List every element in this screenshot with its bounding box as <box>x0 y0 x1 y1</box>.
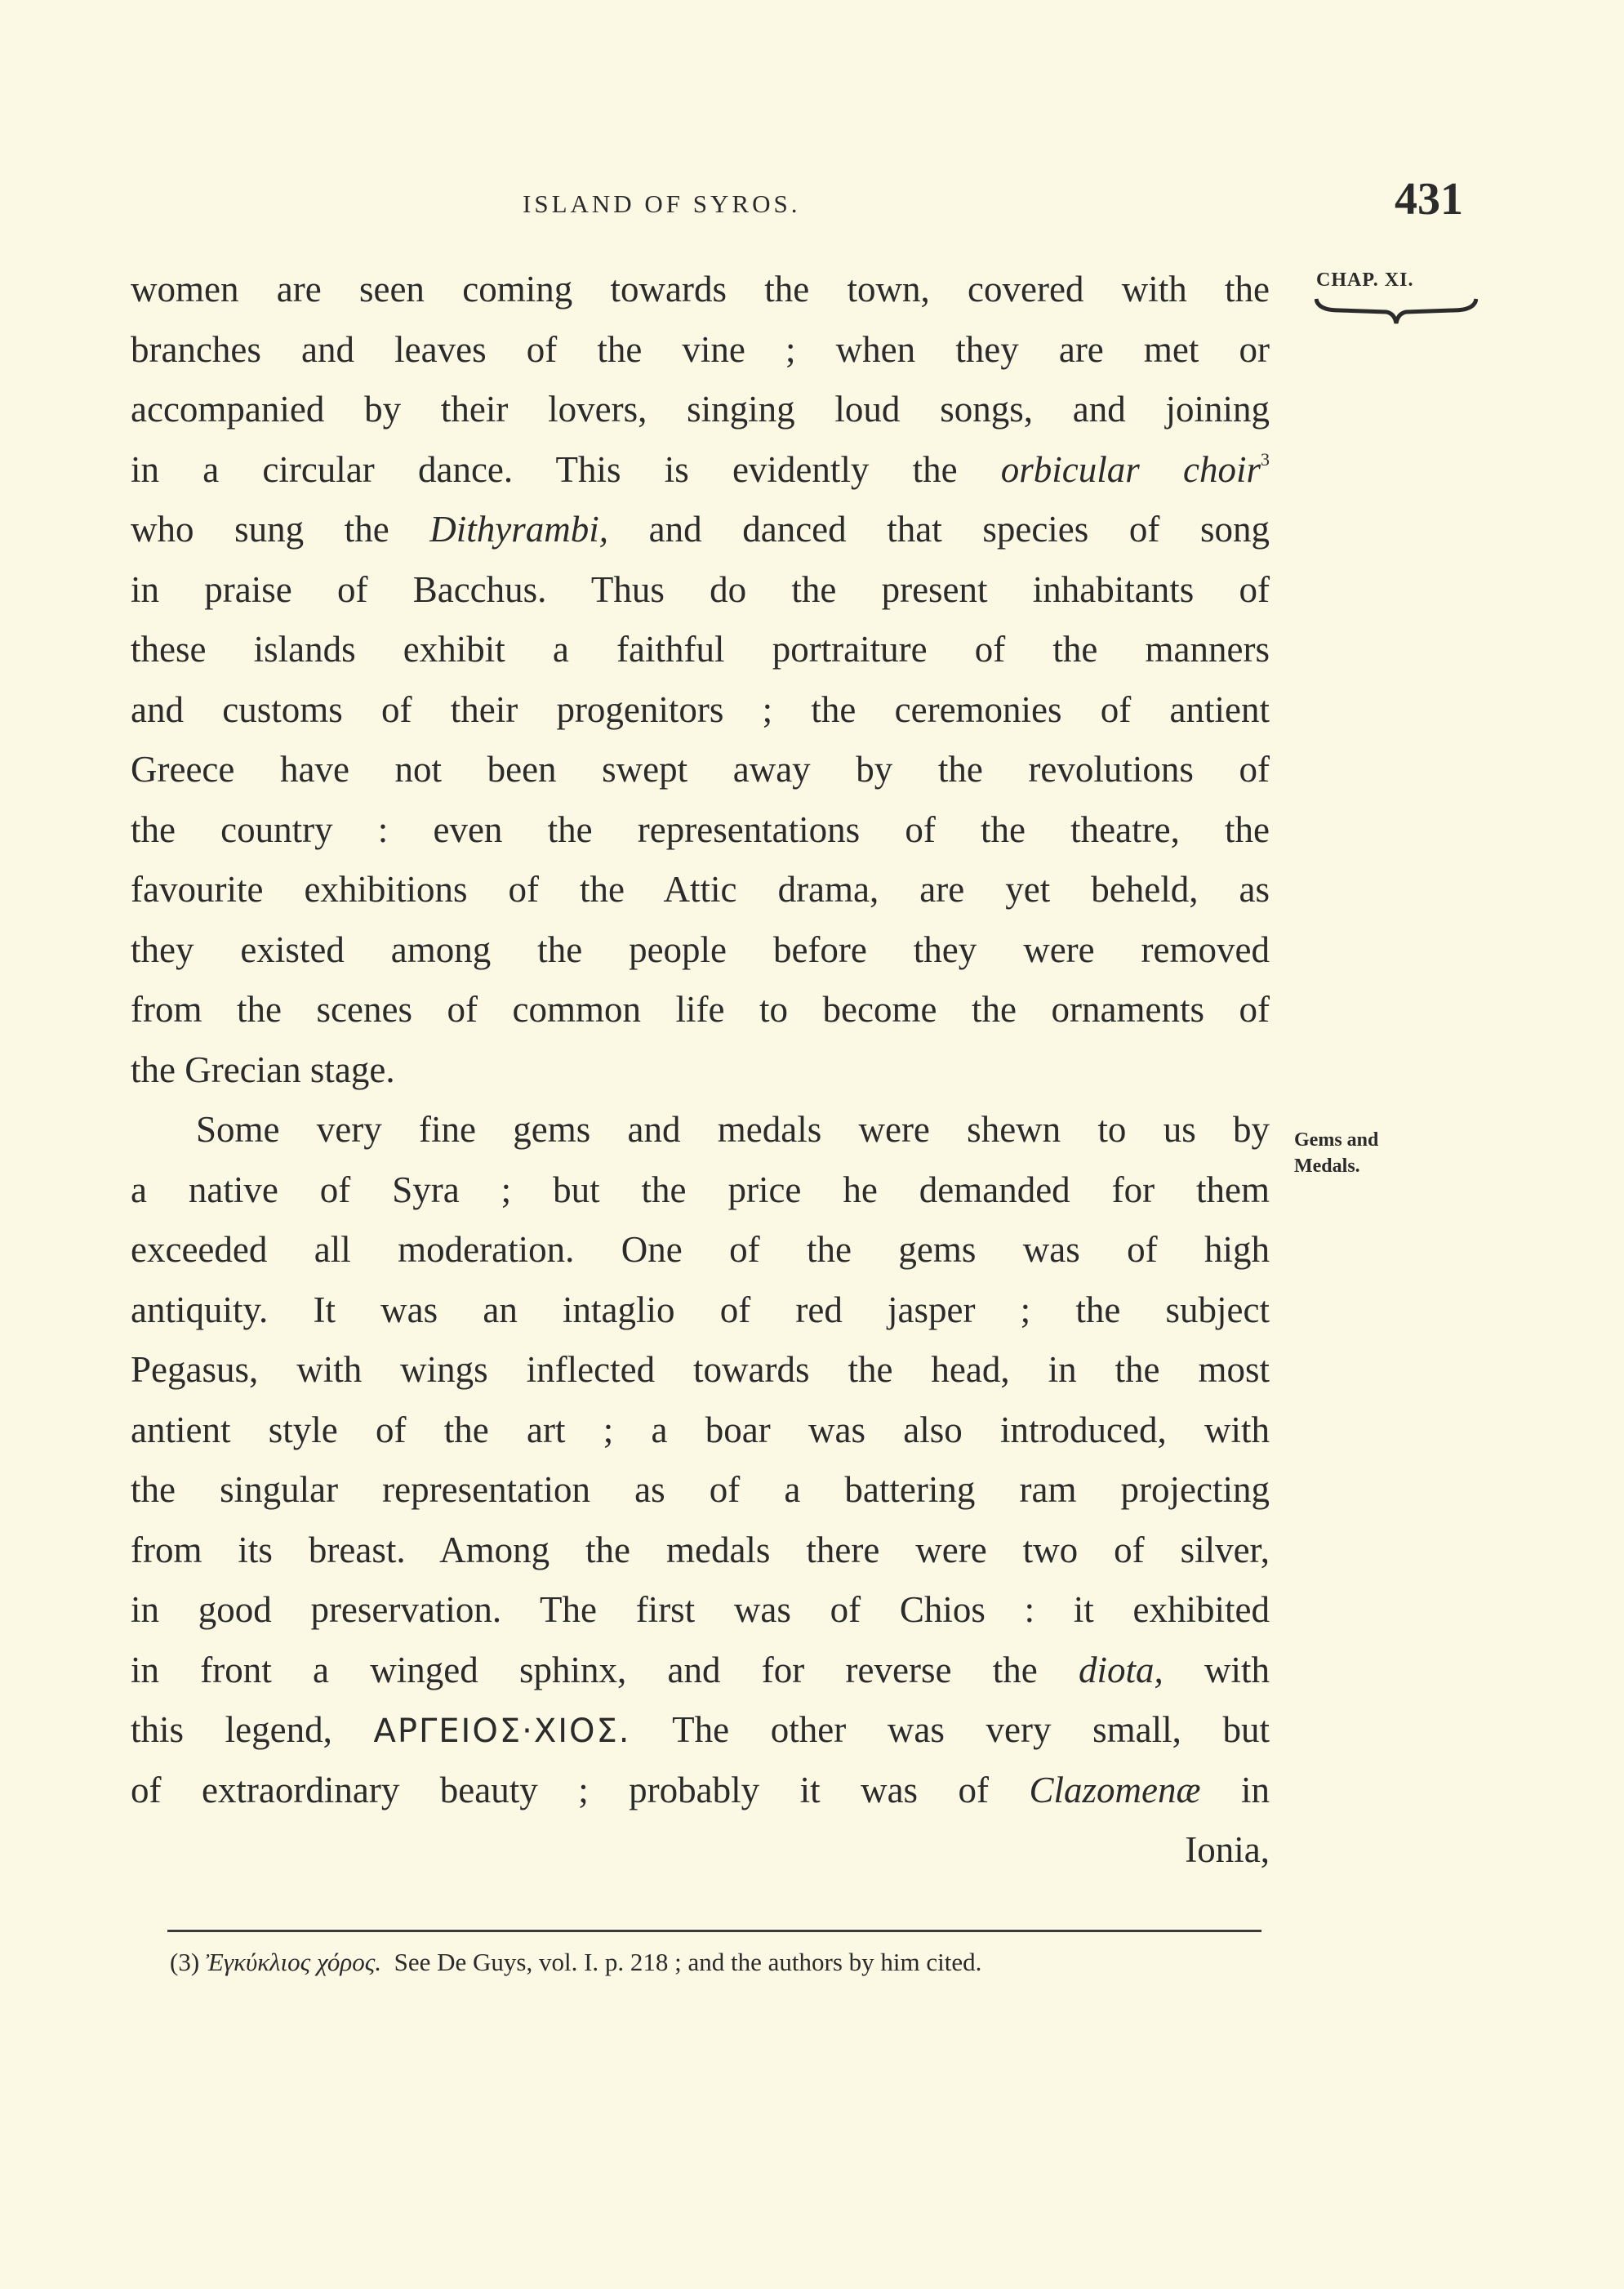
text-line: Pegasus, with wings inflected towards the head, in the most <box>131 1349 1270 1390</box>
text-span: in a circular dance. This is evidently the <box>131 448 1001 490</box>
brace-icon <box>1315 296 1478 328</box>
text-span: in <box>1200 1769 1270 1810</box>
text-span: and danced that species of song <box>608 509 1270 550</box>
italic-term: diota, <box>1078 1649 1163 1690</box>
text-line: and customs of their progenitors ; the ceremonies of antient <box>131 688 1270 730</box>
text-line <box>131 1761 1270 1821</box>
running-title: ISLAND OF SYROS. <box>523 189 801 218</box>
footnote-divider <box>167 1930 1261 1932</box>
marginal-note-line: Gems and <box>1294 1129 1379 1151</box>
text-line: these islands exhibit a faithful portraiture of the manners <box>131 629 1270 670</box>
marginal-note-line: Medals. <box>1294 1156 1360 1177</box>
catchword: Ionia, <box>1185 1829 1270 1870</box>
text-span: with <box>1163 1649 1270 1690</box>
text-span: this legend, <box>131 1709 374 1750</box>
text-line: Greece have not been swept away by the revolutions of <box>131 749 1270 790</box>
text-line: antiquity. It was an intaglio of red jasper ; the subject <box>131 1289 1270 1330</box>
text-span: in front a winged sphinx, and for reverse the <box>131 1649 1079 1690</box>
text-line <box>131 440 1270 501</box>
text-span: The other was very small, but <box>630 1709 1270 1750</box>
page-number: 431 <box>1395 174 1463 225</box>
text-line <box>131 1641 1270 1701</box>
text-line: branches and leaves of the vine ; when they are met or <box>131 328 1270 370</box>
text-line: exceeded all moderation. One of the gems was of high <box>131 1229 1270 1270</box>
footnote <box>170 1948 981 1977</box>
text-line: accompanied by their lovers, singing loud songs, and joining <box>131 389 1270 430</box>
body-text <box>131 260 1270 1881</box>
gems-marginal-note <box>1294 1127 1378 1179</box>
text-line: Some very fine gems and medals were shewn to us by <box>196 1109 1270 1150</box>
italic-term: Clazomenæ <box>1029 1769 1201 1810</box>
chapter-marginal-note: CHAP. XI. <box>1316 269 1414 291</box>
text-line: in good preservation. The first was of Chios : it exhibited <box>131 1589 1270 1630</box>
text-line: women are seen coming towards the town, covered with the <box>131 269 1270 310</box>
text-line: favourite exhibitions of the Attic drama, are yet beheld, as <box>131 869 1270 910</box>
text-span: of extraordinary beauty ; probably it was of <box>131 1769 1030 1810</box>
footnote-greek: Ἐγκύκλιος χόρος. <box>205 1948 382 1976</box>
text-line: from the scenes of common life to become the ornaments of <box>131 989 1270 1030</box>
text-line: the singular representation as of a battering ram projecting <box>131 1469 1270 1510</box>
text-line: antient style of the art ; a boar was also introduced, with <box>131 1409 1270 1450</box>
text-line: they existed among the people before they were removed <box>131 929 1270 970</box>
greek-legend: ΑΡΓΕΙΟΣ·ΧΙΟΣ. <box>373 1712 631 1750</box>
text-line: the country : even the representations of the theatre, the <box>131 808 1270 850</box>
footnote-text: See De Guys, vol. I. p. 218 ; and the authors by him cited. <box>394 1948 982 1976</box>
footnote-marker: (3) <box>170 1948 200 1976</box>
text-line: the Grecian stage. <box>131 1049 395 1090</box>
text-line: from its breast. Among the medals there were two of silver, <box>131 1529 1270 1570</box>
italic-term: orbicular choir <box>1000 448 1261 490</box>
footnote-reference: 3 <box>1261 448 1270 470</box>
text-line: a native of Syra ; but the price he demanded for them <box>131 1169 1270 1210</box>
text-span: who sung the <box>131 509 430 550</box>
text-line <box>131 500 1270 560</box>
text-line: in praise of Bacchus. Thus do the present inhabitants of <box>131 568 1270 610</box>
italic-term: Dithyrambi, <box>429 509 609 550</box>
text-line <box>131 1700 1270 1761</box>
